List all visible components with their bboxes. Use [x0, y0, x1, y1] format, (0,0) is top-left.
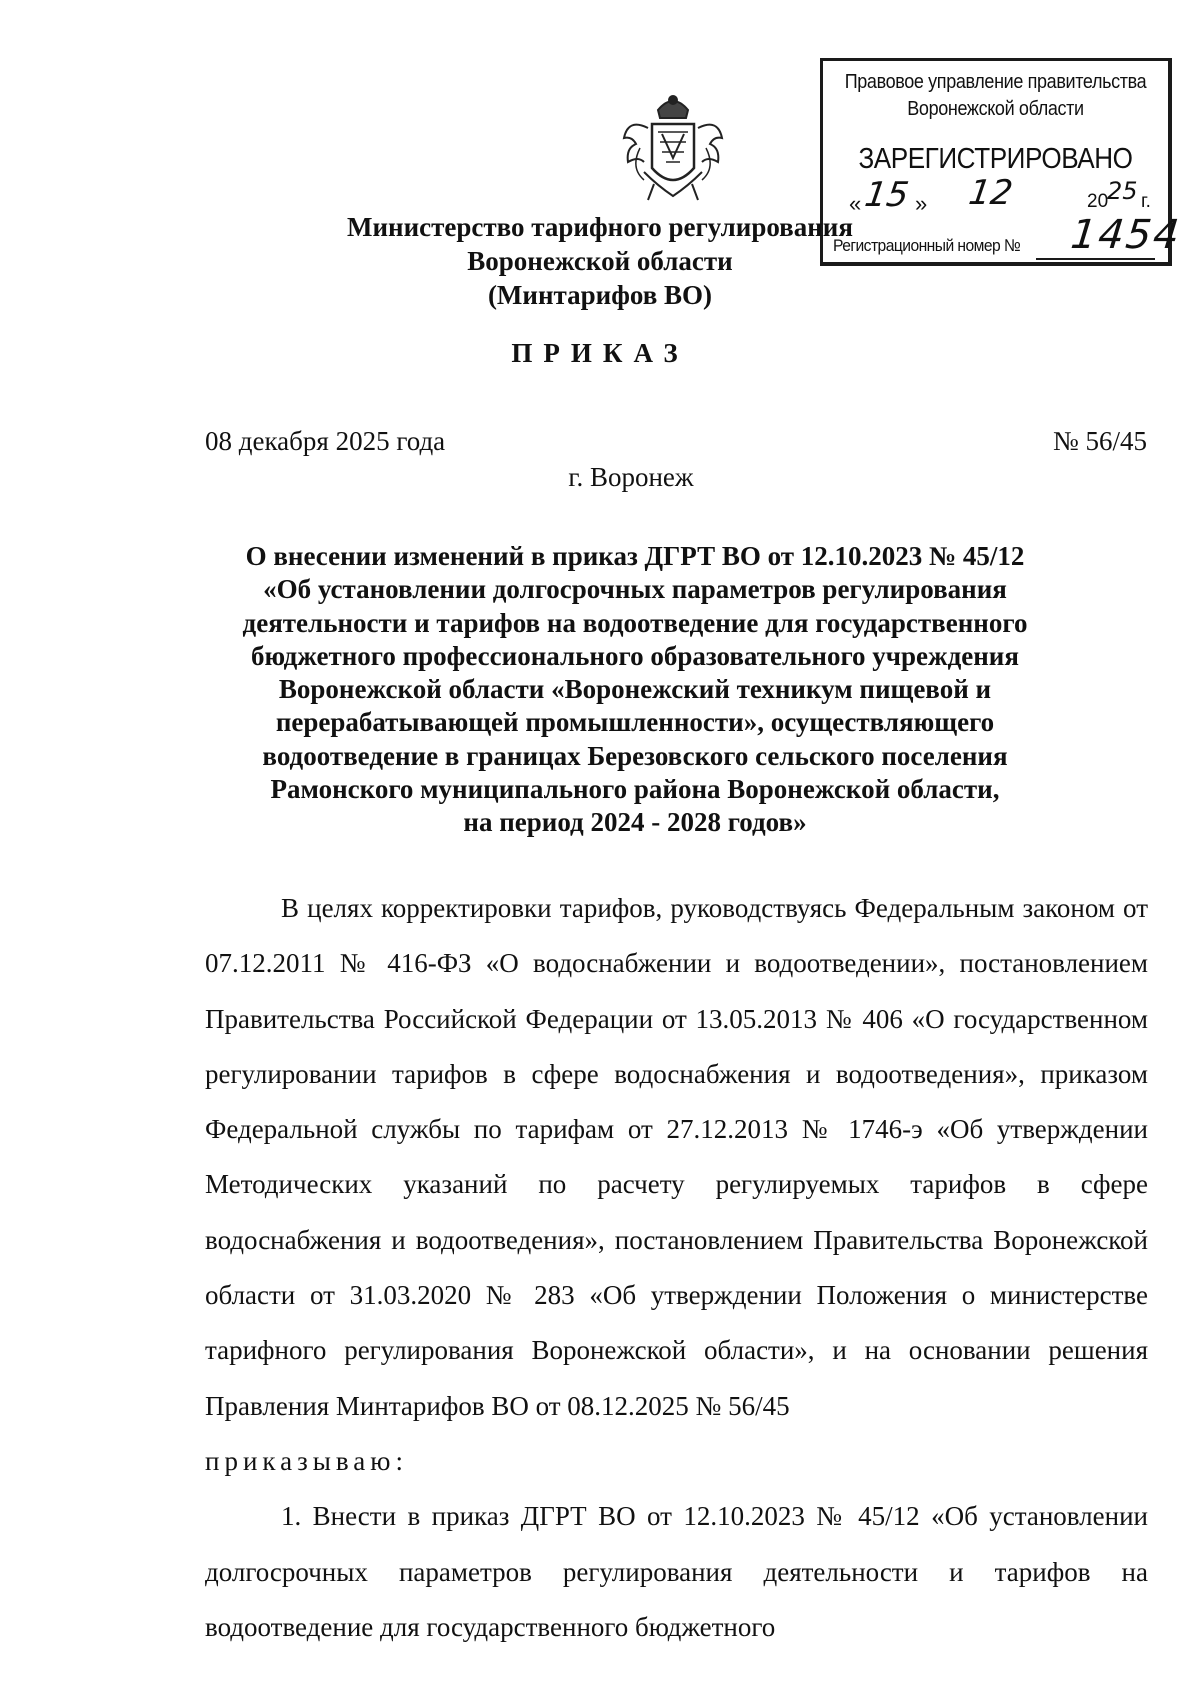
ministry-line: Воронежской области [467, 246, 733, 276]
subject-line: на период 2024 - 2028 годов» [463, 807, 807, 838]
subject-line: «Об установлении долгосрочных параметров регулирования [263, 574, 1007, 605]
stamp-month: 12 [966, 173, 1016, 213]
order-body [205, 881, 1148, 1655]
stamp-organization [840, 69, 1151, 123]
stamp-year-suffix: 25 [1107, 177, 1138, 205]
order-date: 08 декабря 2025 года [205, 426, 446, 456]
item-1-paragraph: 1. Внести в приказ ДГРТ ВО от 12.10.2023 № 45/12 «Об установлении долгосрочных параметров регулирования деятельности и тарифов на водоотведение для государственного бюджетного [205, 1501, 1148, 1642]
stamp-reg-label: Регистрационный номер № [833, 236, 1021, 255]
stamp-org-line: Воронежской области [907, 98, 1084, 120]
stamp-day: 15 [862, 175, 912, 215]
order-city: г. Воронеж [568, 462, 694, 492]
stamp-year-letter: г. [1141, 191, 1151, 212]
order-word: приказываю: [205, 1445, 408, 1476]
coat-of-arms-emblem [618, 88, 728, 208]
ministry-line: Министерство тарифного регулирования [347, 212, 853, 242]
subject-line: перерабатывающей промышленности», осуществляющего [275, 707, 995, 738]
stamp-org-line: Правовое управление правительства [844, 71, 1147, 93]
preamble-paragraph: В целях корректировки тарифов, руководствуясь Федеральным законом от 07.12.2011 № 416-ФЗ «О водоснабжении и водоотведении», постановлением Правительства Российской Федерации от 13.05.2013 № 406 «О государственном регулировании тарифов в сфере водоснабжения и водоотведения», приказом Федеральной службы по тарифам от 27.12.2013 № 1746-э «Об утверждении Методических указаний по расчету регулируемых тарифов в сфере водоснабжения и водоотведения», постановлением Правительства Воронежской области от 31.03.2020 № 283 «Об утверждении Положения о министерстве тарифного регулирования Воронежской области», и на основании решения Правления Минтарифов ВО от 08.12.2025 № 56/45 [205, 893, 1148, 1421]
stamp-quote-close: » [915, 191, 928, 216]
stamp-registered-label: ЗАРЕГИСТРИРОВАНО [858, 143, 1133, 175]
stamp-underline [1036, 258, 1155, 260]
subject-line: Воронежской области «Воронежский техникум пищевой и [278, 674, 992, 705]
subject-line: О внесении изменений в приказ ДГРТ ВО от 12.10.2023 № 45/12 [245, 541, 1025, 571]
ministry-line: (Минтарифов ВО) [487, 280, 713, 310]
subject-line: Рамонского муниципального района Воронежской области, [270, 774, 1000, 805]
subject-line: водоотведение в границах Березовского сельского поселения [262, 740, 1008, 771]
order-subject [185, 540, 1085, 840]
stamp-year-prefix: 20 [1087, 191, 1109, 212]
document-type-title: ПРИКАЗ [511, 338, 689, 368]
subject-line: деятельности и тарифов на водоотведение для государственного [242, 607, 1028, 638]
order-number: № 56/45 [1052, 426, 1147, 456]
subject-line: бюджетного профессионального образовательного учреждения [251, 640, 1019, 671]
stamp-quote-open: « [849, 191, 862, 216]
ministry-name [300, 210, 900, 312]
stamp-reg-number: 1454 [1068, 212, 1184, 258]
